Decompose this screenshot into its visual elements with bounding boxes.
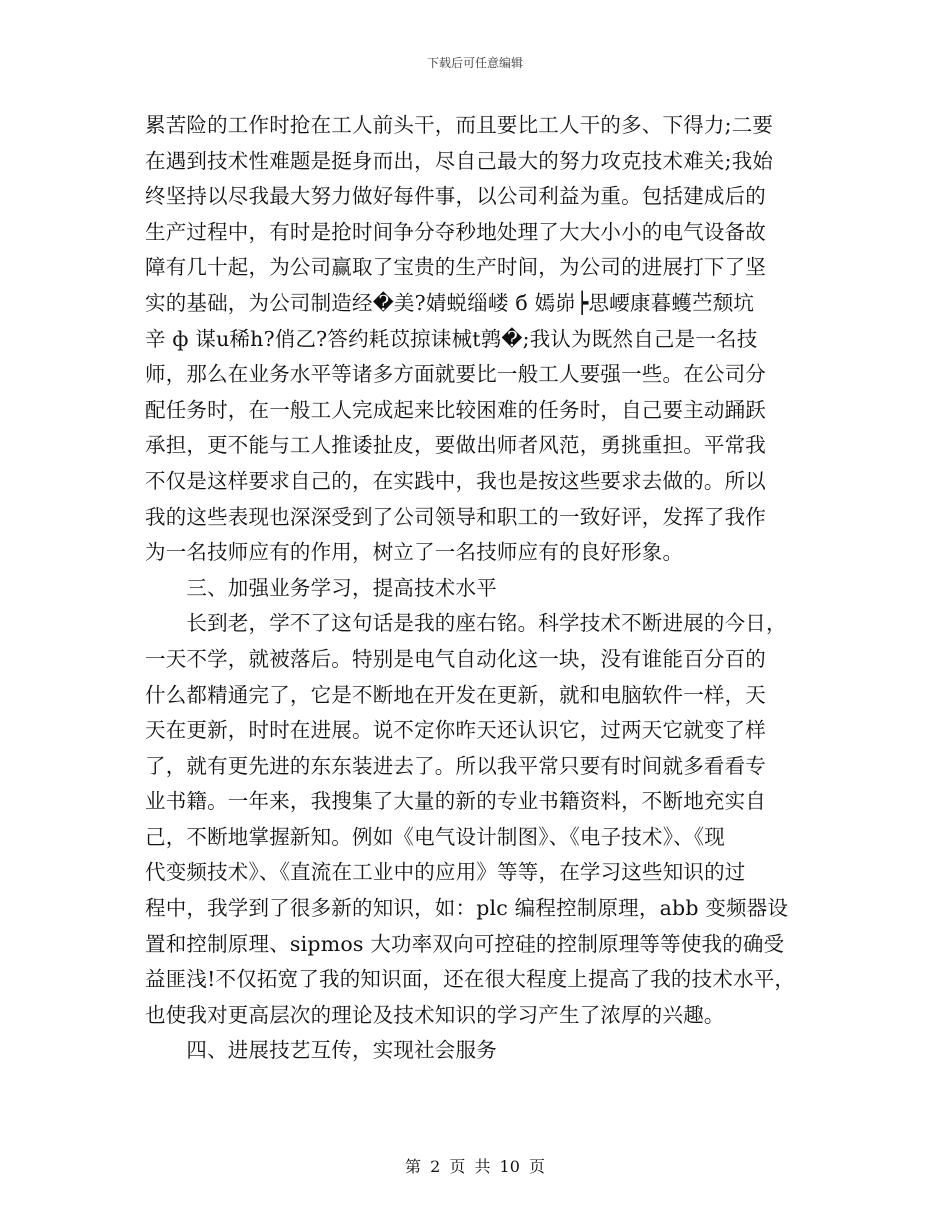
text-line: 不仅是这样要求自己的，在实践中，我也是按这些要求去做的。所以: [145, 468, 766, 493]
text-line: 己，不断地掌握新知。例如《电气设计制图》、《电子技术》、《现: [145, 824, 725, 849]
text-line: 也使我对更高层次的理论及技术知识的学习产生了浓厚的兴趣。: [145, 1002, 725, 1027]
text-line: 承担，更不能与工人推诿扯皮，要做出师者风范，勇挑重担。平常我: [145, 433, 766, 458]
text-line: 长到老，学不了这句话是我的座右铭。科学技术不断进展的今日，: [145, 611, 787, 636]
text-line: 辛 ф 谋u稀h?俏乙?答约耗苡掠诔械t鹑�;我认为既然自己是一名技: [145, 326, 758, 351]
text-line: 累苦险的工作时抢在工人前头干，而且要比工人干的多、下得力;二要: [145, 113, 774, 137]
text-line: 了，就有更先进的东东装进去了。所以我平常只要有时间就多看看专: [145, 753, 766, 778]
text-line: 业书籍。一年来，我搜集了大量的新的专业书籍资料，不断地充实自: [145, 789, 766, 814]
text-line: 我的这些表现也深深受到了公司领导和职工的一致好评，发挥了我作: [145, 504, 766, 529]
text-line: 天在更新，时时在进展。说不定你昨天还认识它，过两天它就变了样: [145, 718, 766, 743]
text-line: 在遇到技术性难题是挺身而出，尽自己最大的努力攻克技术难关;我始: [145, 148, 774, 173]
text-line: 代变频技术》、《直流在工业中的应用》等等，在学习这些知识的过: [145, 860, 746, 885]
text-line: 配任务时，在一般工人完成起来比较困难的任务时，自己要主动踊跃: [145, 397, 766, 422]
page-header: 下载后可任意编辑: [426, 56, 523, 70]
text-line: 置和控制原理、sipmos 大功率双向可控硅的控制原理等等使我的确受: [145, 931, 785, 956]
text-line: 什么都精通完了，它是不断地在开发在更新，就和电脑软件一样，天: [145, 682, 766, 707]
text-line: 为一名技师应有的作用，树立了一名技师应有的良好形象。: [145, 540, 684, 565]
page-footer: 第 2 页 共 10 页: [405, 1157, 545, 1176]
text-line: 程中，我学到了很多新的知识，如：plc 编程控制原理，abb 变频器设: [145, 896, 789, 921]
document-body: [145, 108, 825, 1069]
text-line: 实的基础，为公司制造经�美?婧蜕缁嵝 б 嫣峁┝思崾康暮蠖苎颓坑: [145, 290, 755, 315]
text-line: 终坚持以尽我最大努力做好每件事，以公司利益为重。包括建成后的: [145, 184, 766, 209]
text-line: 障有几十起，为公司赢取了宝贵的生产时间，为公司的进展打下了坚: [145, 255, 766, 280]
text-line: 一天不学，就被落后。特别是电气自动化这一块，没有谁能百分百的: [145, 646, 766, 671]
text-line: 益匪浅!不仅拓宽了我的知识面，还在很大程度上提高了我的技术水平，: [145, 967, 796, 992]
text-line: 师，那么在业务水平等诸多方面就要比一般工人要强一些。在公司分: [145, 362, 766, 387]
section-heading: 三、加强业务学习，提高技术水平: [145, 575, 497, 600]
section-heading: 四、进展技艺互传，实现社会服务: [145, 1038, 497, 1063]
text-line: 生产过程中，有时是抢时间争分夺秒地处理了大大小小的电气设备故: [145, 219, 766, 244]
